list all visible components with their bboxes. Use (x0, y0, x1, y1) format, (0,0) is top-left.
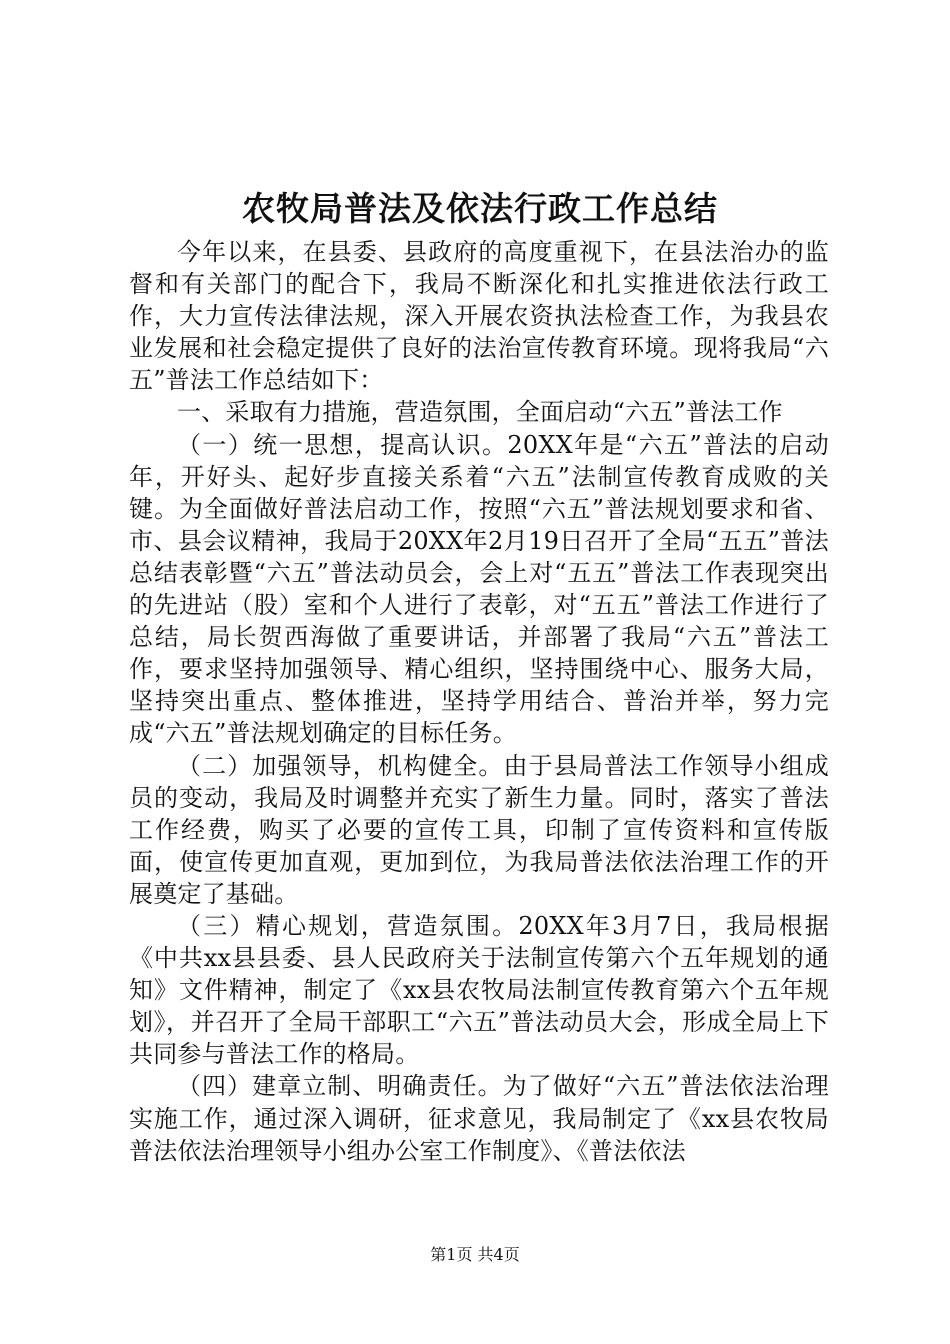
paragraph-item-1: （一）统一思想，提高认识。20XX年是“六五”普法的启动年，开好头、起好步直接关系着“六五”法制宣传教育成败的关键。为全面做好普法启动工作，按照“六五”普法规划要求和省、市、县会议精神，我局于20XX年2月19日召开了全局“五五”普法总结表彰暨“六五”普法动员会，会上对“五五”普法工作表现突出的先进站（股）室和个人进行了表彰，对“五五”普法工作进行了总结，局长贺西海做了重要讲话，并部署了我局“六五”普法工作，要求坚持加强领导、精心组织，坚持围绕中心、服务大局，坚持突出重点、整体推进，坚持学用结合、普治并举，努力完成“六五”普法规划确定的目标任务。 (129, 430, 829, 748)
page-number-footer: 第1页 共4页 (430, 1245, 520, 1264)
paragraph-item-4: （四）建章立制、明确责任。为了做好“六五”普法依法治理实施工作，通过深入调研，征求意见，我局制定了《xx县农牧局普法依法治理领导小组办公室工作制度》、《普法依法 (129, 1072, 829, 1165)
paragraph-item-2: （二）加强领导，机构健全。由于县局普法工作领导小组成员的变动，我局及时调整并充实了新生力量。同时，落实了普法工作经费，购买了必要的宣传工具，印制了宣传资料和宣传版面，使宣传更加直观，更加到位，为我局普法依法治理工作的开展奠定了基础。 (129, 751, 829, 908)
intro-paragraph: 今年以来，在县委、县政府的高度重视下，在县法治办的监督和有关部门的配合下，我局不断深化和扎实推进依法行政工作，大力宣传法律法规，深入开展农资执法检查工作，为我县农业发展和社会稳定提供了良好的法治宣传教育环境。现将我局“六五”普法工作总结如下： (129, 238, 829, 395)
paragraph-item-3: （三）精心规划，营造氛围。20XX年3月7日，我局根据《中共xx县县委、县人民政府关于法制宣传第六个五年规划的通知》文件精神，制定了《xx县农牧局法制宣传教育第六个五年规划》，并召开了全局干部职工“六五”普法动员大会，形成全局上下共同参与普法工作的格局。 (129, 911, 829, 1069)
section-heading-1: 一、采取有力措施，营造氛围，全面启动“六五”普法工作 (177, 398, 783, 427)
document-title: 农牧局普法及依法行政工作总结 (242, 189, 718, 228)
document-body (129, 236, 829, 1167)
